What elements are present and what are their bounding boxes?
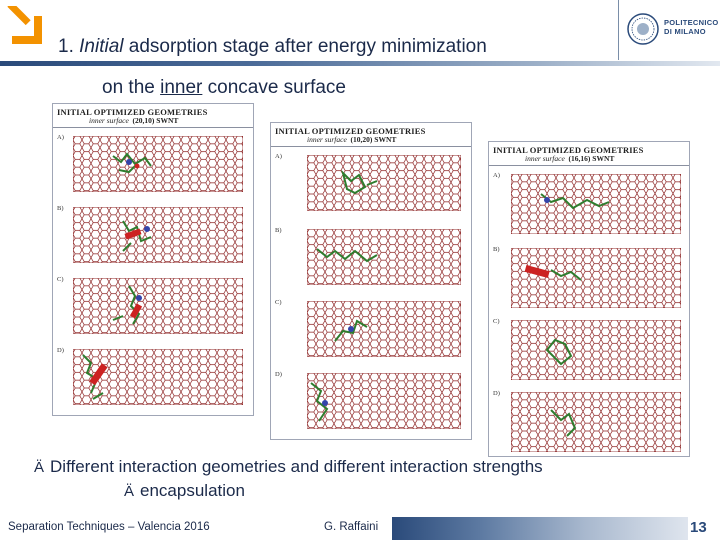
logo-line-2: DI MILANO bbox=[664, 27, 706, 36]
label-b: B) bbox=[275, 227, 282, 234]
label-a: A) bbox=[275, 153, 282, 160]
logo-line-1: POLITECNICO bbox=[664, 18, 719, 27]
nanotube-image-a bbox=[511, 174, 681, 234]
nanotube-image-b bbox=[307, 229, 461, 285]
seal-icon bbox=[626, 12, 660, 46]
bullet-symbol: Ä bbox=[124, 483, 135, 500]
bullet-symbol: Ä bbox=[34, 459, 45, 476]
bullet-line-1: Ä Different interaction geometries and different interaction strengths bbox=[34, 457, 543, 476]
nanotube-image-a bbox=[307, 155, 461, 211]
panel-rule bbox=[489, 165, 689, 166]
label-c: C) bbox=[57, 276, 64, 283]
page-number: 13 bbox=[690, 519, 707, 536]
footer-author: G. Raffaini bbox=[324, 521, 379, 533]
figure-panel-20-10 bbox=[52, 103, 254, 416]
label-c: C) bbox=[493, 318, 500, 325]
panel-rule bbox=[271, 146, 471, 147]
panel-title: INITIAL OPTIMIZED GEOMETRIES bbox=[493, 145, 644, 155]
nanotube-image-d bbox=[307, 373, 461, 429]
slide-title: 1. Initial adsorption stage after energy minimization bbox=[58, 36, 487, 57]
slide-subtitle: on the inner concave surface bbox=[102, 77, 346, 98]
nanotube-image-d bbox=[73, 349, 243, 405]
panel-title: INITIAL OPTIMIZED GEOMETRIES bbox=[57, 107, 208, 117]
nanotube-image-b bbox=[511, 248, 681, 308]
figure-panel-10-20 bbox=[270, 122, 472, 440]
bullet-line-2: Ä encapsulation bbox=[124, 481, 245, 500]
label-a: A) bbox=[493, 172, 500, 179]
arrow-logo-icon bbox=[4, 6, 48, 50]
nanotube-image-b bbox=[73, 207, 243, 263]
nanotube-image-c bbox=[511, 320, 681, 380]
label-d: D) bbox=[57, 347, 64, 354]
panel-subtitle: inner surface (10,20) SWNT bbox=[307, 135, 397, 144]
footer-bar bbox=[392, 517, 688, 540]
nanotube-image-d bbox=[511, 392, 681, 452]
figure-panel-16-16 bbox=[488, 141, 690, 457]
polimi-logo bbox=[626, 12, 719, 52]
panel-subtitle: inner surface (20,10) SWNT bbox=[89, 116, 179, 125]
panel-subtitle: inner surface (16,16) SWNT bbox=[525, 154, 615, 163]
nanotube-image-c bbox=[307, 301, 461, 357]
label-d: D) bbox=[275, 371, 282, 378]
label-d: D) bbox=[493, 390, 500, 397]
label-a: A) bbox=[57, 134, 64, 141]
panel-rule bbox=[53, 127, 253, 128]
nanotube-image-a bbox=[73, 136, 243, 192]
label-b: B) bbox=[57, 205, 64, 212]
panel-title: INITIAL OPTIMIZED GEOMETRIES bbox=[275, 126, 426, 136]
label-b: B) bbox=[493, 246, 500, 253]
footer-event: Separation Techniques – Valencia 2016 bbox=[8, 521, 210, 533]
header-divider bbox=[618, 0, 619, 60]
nanotube-image-c bbox=[73, 278, 243, 334]
label-c: C) bbox=[275, 299, 282, 306]
header-rule bbox=[0, 61, 720, 66]
